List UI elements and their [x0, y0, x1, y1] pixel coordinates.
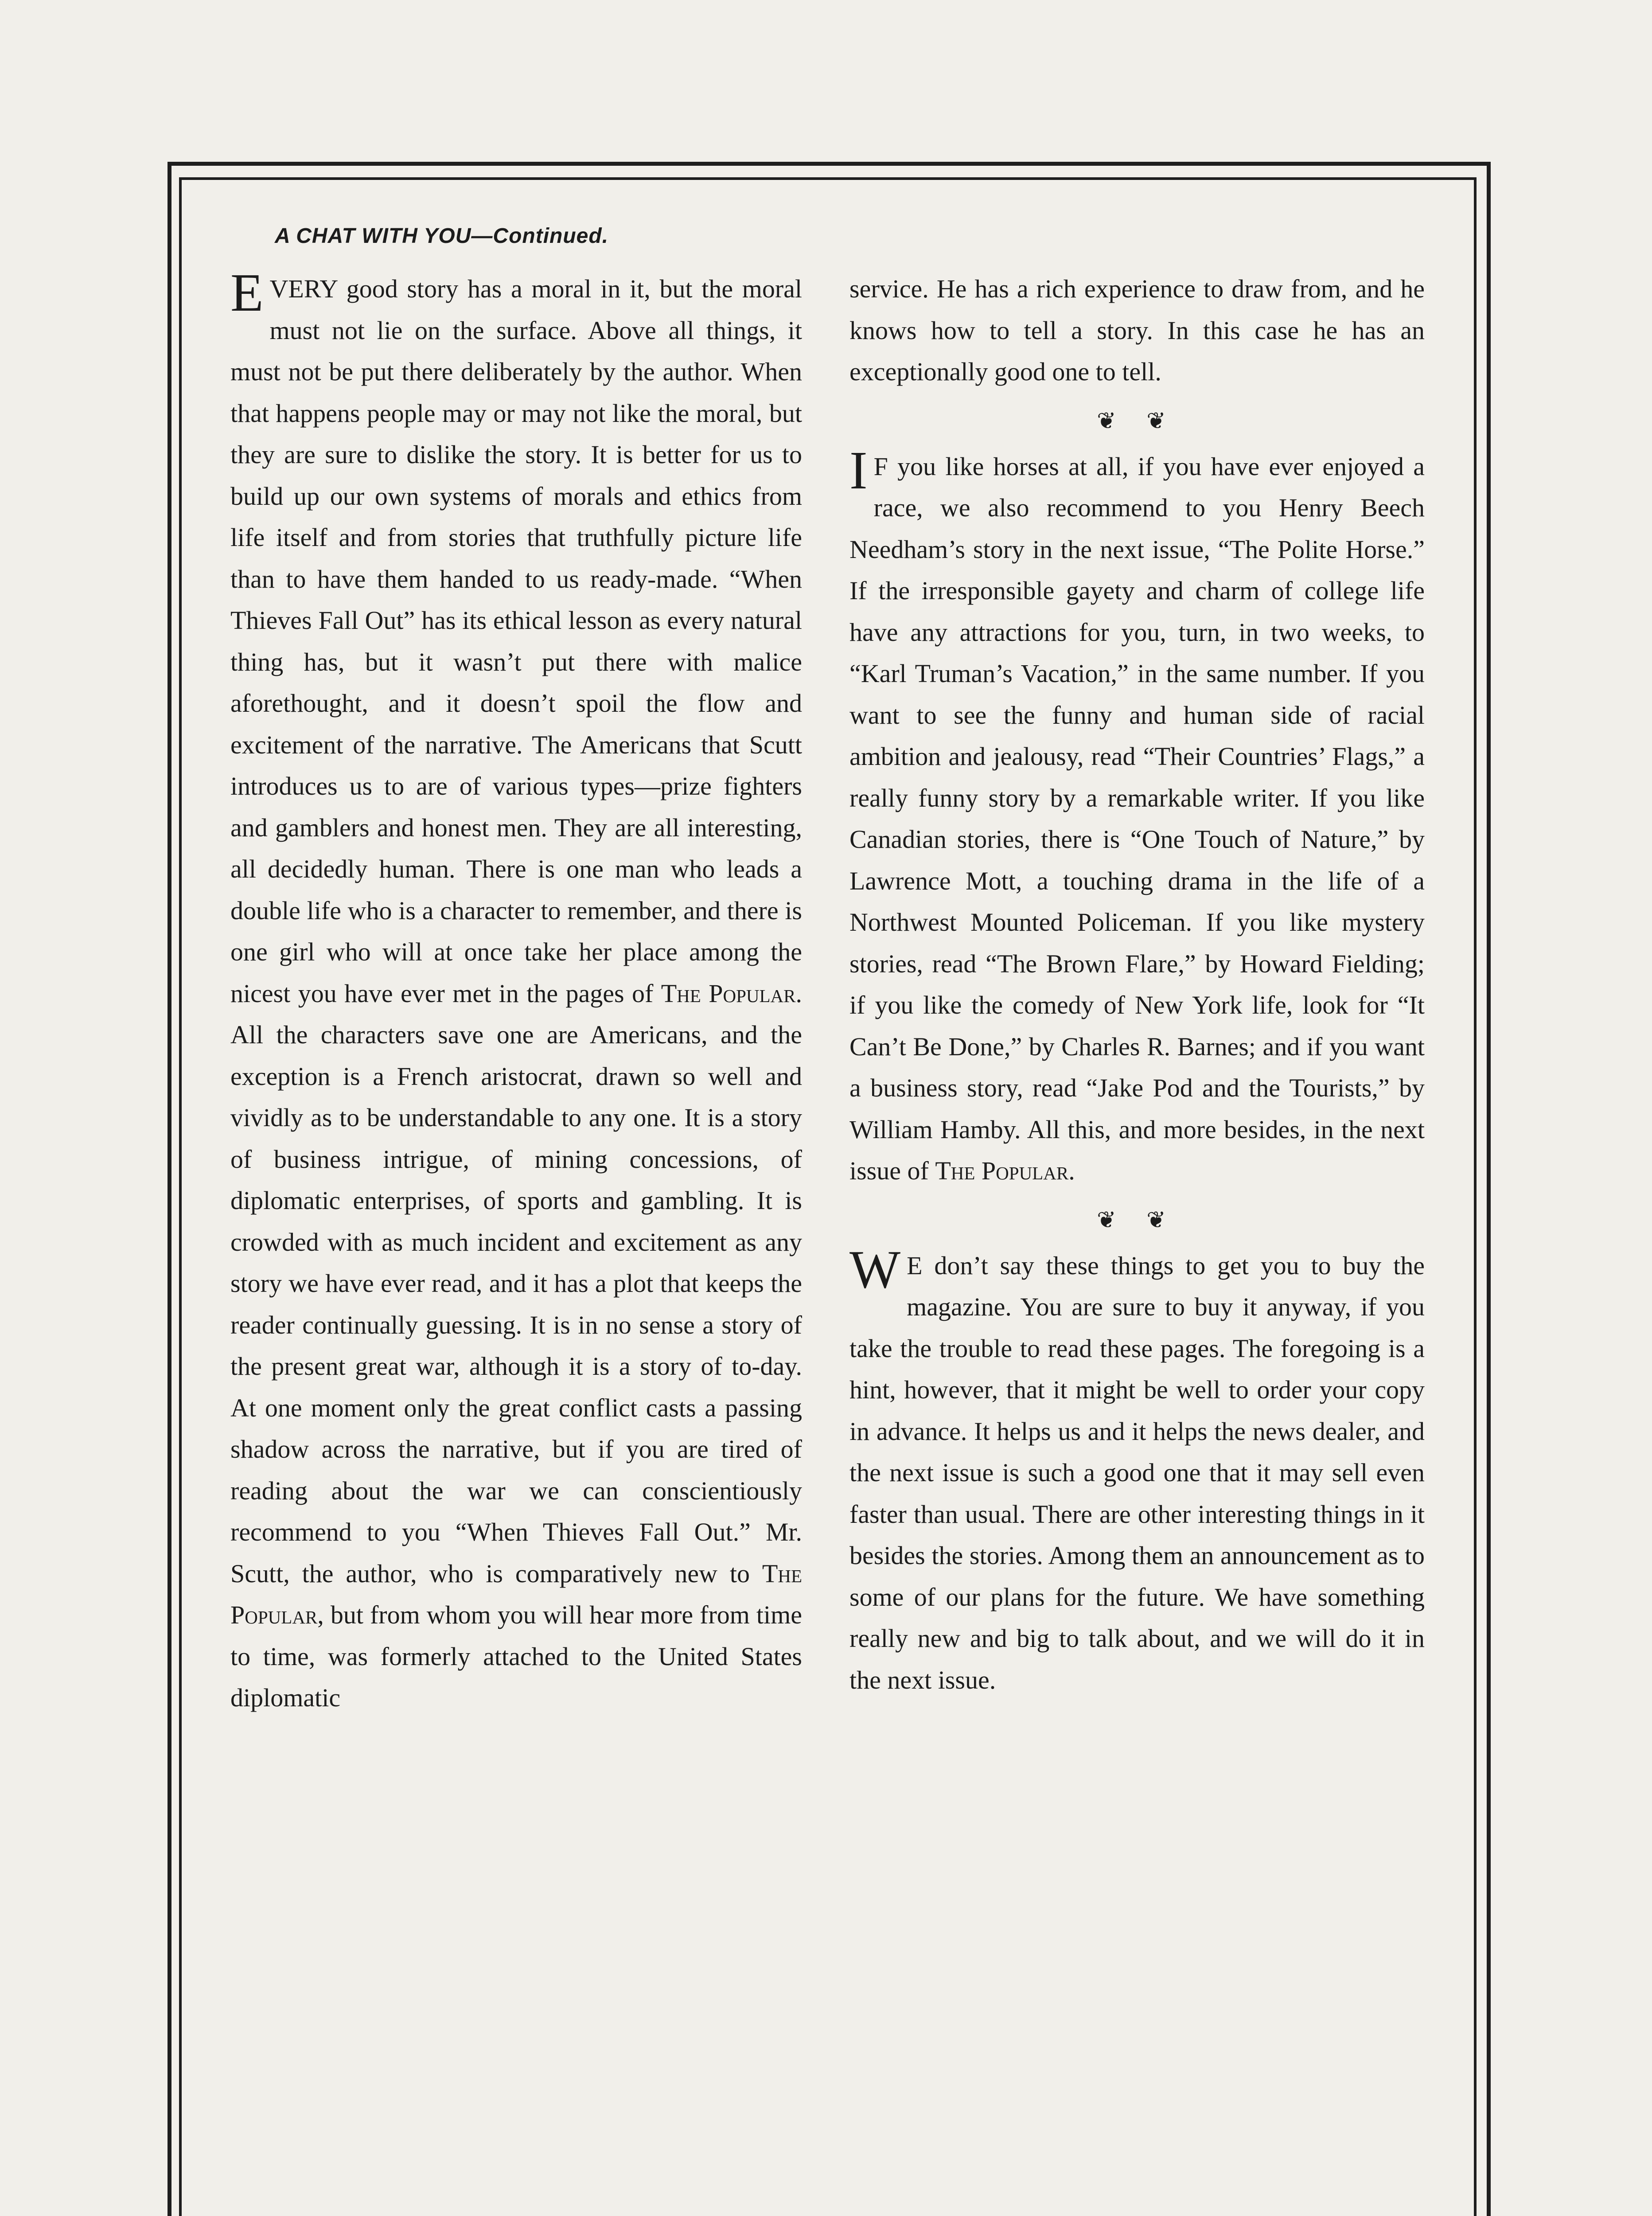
leaf-ornament: ❦ ❦ — [1097, 407, 1177, 434]
magazine-name: The Popular — [661, 979, 796, 1008]
right-column — [849, 268, 1425, 1701]
drop-cap-i: I — [849, 440, 868, 500]
paragraph-text: , but from whom you will hear more from time to time, was formerly attached to the United States diplomatic — [230, 1600, 802, 1712]
paragraph-text: . All the characters save one are Americans, and the exception is a French aristocrat, drawn so well and vividly as to be understandable to any one. It is a story of business intrigue, of mining concessions, of diplomatic enterprises, of sports and gambling. It is crowded with as much incident and excitement as any story we have ever read, and it has a plot that keeps the reader continually guessing. It is in no sense a story of the present great war, although it is a story of to-day. At one moment only the great conflict casts a passing shadow across the narrative, but if you are tired of reading about the war we can conscientiously recommend to you “When Thieves Fall Out.” Mr. Scutt, the author, who is comparatively new to — [230, 979, 803, 1588]
magazine-name: The Popular — [230, 1559, 802, 1629]
drop-cap-e: E — [230, 263, 264, 323]
paragraph-continuation: service. He has a rich experience to draw from, and he knows how to tell a story. In this case he has an exceptionally good one to tell. — [849, 274, 1425, 386]
paragraph-we-dont-say — [849, 1239, 1425, 1701]
paragraph-text: E don’t say these things to get you to buy the magazine. You are sure to buy it anyway, if you take the trouble to read these pages. The foregoing is a hint, however, that it might be well to order your copy in advance. It helps us and it helps the news dealer, and the next issue is such a good one that it may sell even faster than usual. There are other interesting things in it besides the stories. Among them an announcement as to some of our plans for the future. We have something really new and big to talk about, and we will do it in the next issue. — [849, 1251, 1425, 1694]
paragraph-end: . — [1068, 1156, 1075, 1185]
left-column — [230, 263, 803, 1719]
drop-cap-w: W — [849, 1239, 901, 1299]
paragraph-every-good-story — [230, 263, 803, 1719]
leaf-ornament: ❦ ❦ — [1097, 1206, 1177, 1233]
magazine-name: The Popular — [935, 1156, 1069, 1185]
paragraph-text: F you like horses at all, if you have ever enjoyed a race, we also recommend to you Henry Beech Needham’s story in the next issue, “The Polite Horse.” If the irresponsible gayety and charm of college life have any attractions for you, turn, in two weeks, to “Karl Truman’s Vacation,” in the same number. If you want to see the funny and human side of racial ambition and jealousy, read “Their Countries’ Flags,” a really funny story by a remarkable writer. If you like Canadian stories, there is “One Touch of Nature,” by Lawrence Mott, a touching drama in the life of a Northwest Mounted Policeman. If you like mystery stories, read “The Brown Flare,” by Howard Fielding; if you like the comedy of New York life, look for “It Can’t Be Done,” by Charles R. Barnes; and if you want a business story, read “Jake Pod and the Tourists,” by William Hamby. All this, and more besides, in the next issue of — [849, 452, 1425, 1185]
paragraph-text: VERY good story has a moral in it, but the moral must not lie on the surface. Above all things, it must not be put there deliberately by the author. When that happens people may or may not like the moral, but they are sure to dislike the story. It is better for us to build up our own systems of morals and ethics from life itself and from stories that truthfully picture life than to have them handed to us ready-made. “When Thieves Fall Out” has its ethical lesson as every natural thing has, but it wasn’t put there with malice aforethought, and it doesn’t spoil the flow and excitement of the narrative. The Americans that Scutt introduces us to are of various types—prize fighters and gamblers and honest men. They are all interesting, all decidedly human. There is one man who leads a double life who is a character to remember, and there is one girl who will at once take her place among the nicest you have ever met in the pages of — [230, 274, 802, 1008]
column-header: A CHAT WITH YOU—Continued. — [275, 224, 609, 248]
paragraph-if-you-like-horses — [849, 440, 1425, 1192]
